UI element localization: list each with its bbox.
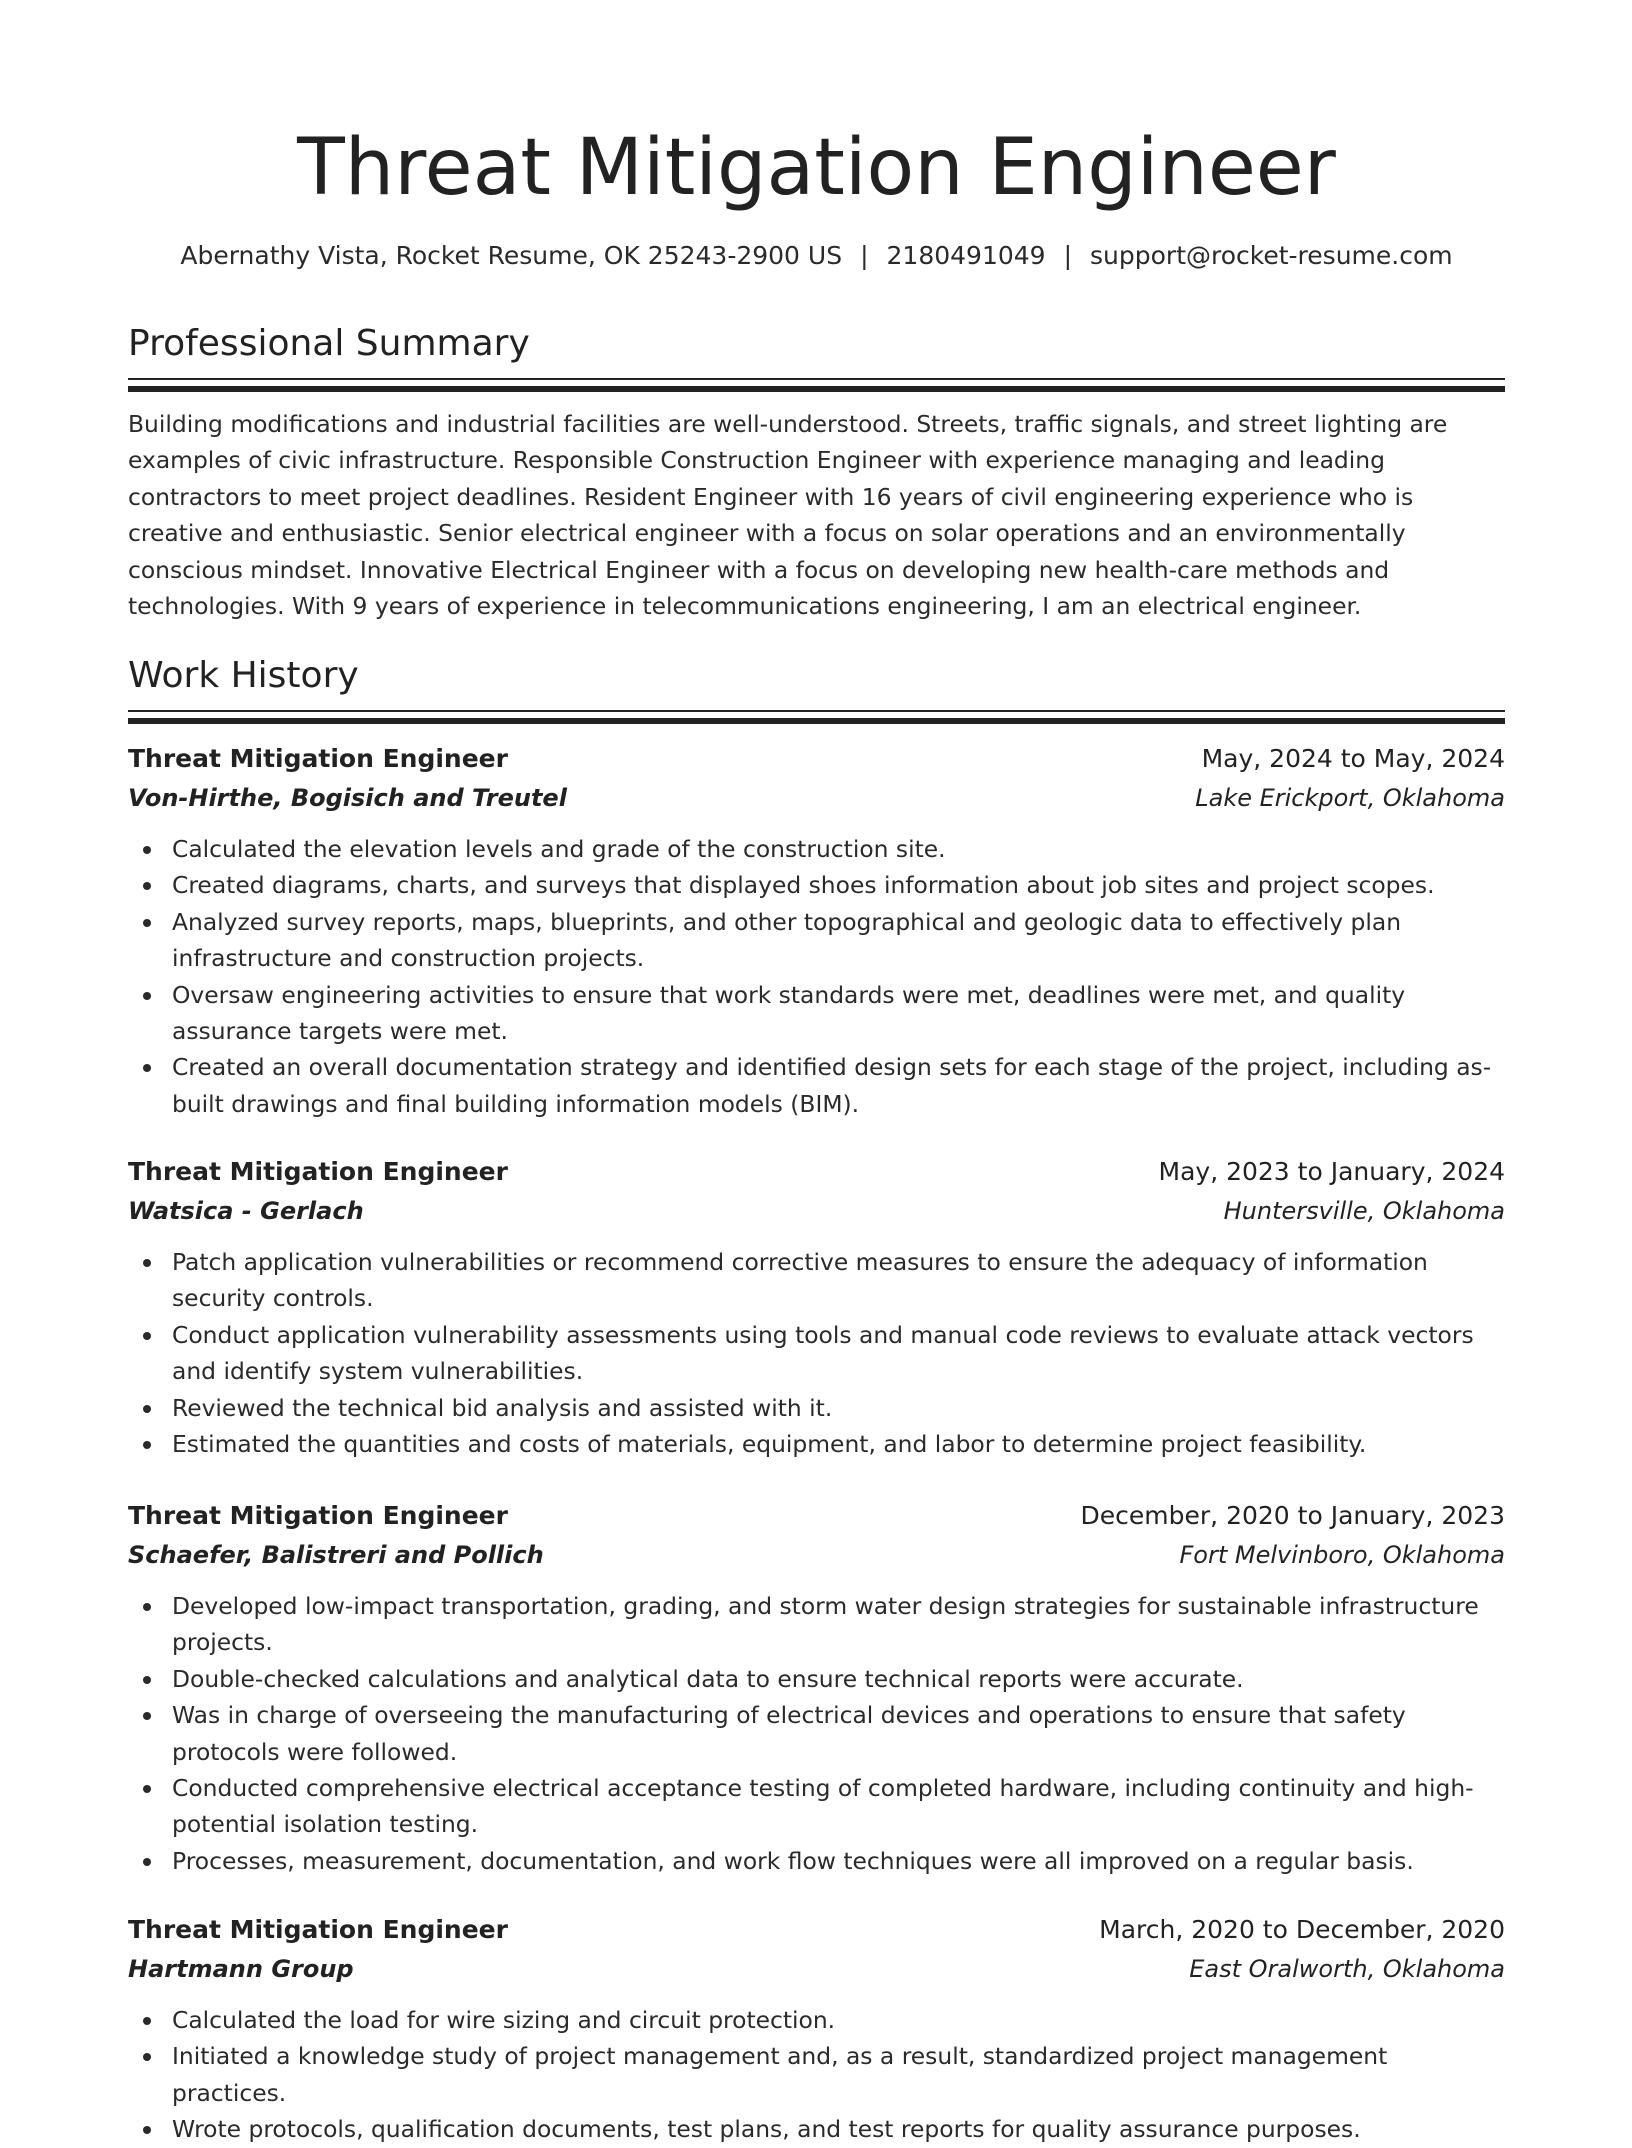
job-bullet-text: Conducted comprehensive electrical acceptance testing of completed hardware, including continuity and high-potential isolation testing. xyxy=(172,1774,1474,1839)
section-divider-thick xyxy=(128,718,1505,724)
bullet-icon xyxy=(143,1785,151,1793)
job-bullet-text: Double-checked calculations and analytical data to ensure technical reports were accurate. xyxy=(172,1664,1244,1693)
job-bullet xyxy=(128,1661,1505,1697)
job-bullet xyxy=(128,1390,1505,1426)
job-bullet xyxy=(128,977,1505,1050)
job-company: Watsica - Gerlach xyxy=(128,1197,364,1225)
job-bullet-text: Created diagrams, charts, and surveys that displayed shoes information about job sites and project scopes. xyxy=(172,871,1435,900)
job-bullet xyxy=(128,2111,1505,2147)
job-bullet xyxy=(128,867,1505,903)
job-company-row xyxy=(128,1950,1505,1990)
job-bullet-text: Created an overall documentation strategy and identified design sets for each stage of the project, including as-built drawings and final building information models (BIM). xyxy=(172,1053,1492,1118)
section-divider-thick xyxy=(128,386,1505,392)
contact-email: support@rocket-resume.com xyxy=(1090,241,1453,270)
bullet-icon xyxy=(143,2053,151,2061)
bullet-icon xyxy=(143,992,151,1000)
bullet-icon xyxy=(143,1441,151,1449)
job-header-row xyxy=(128,1910,1505,1950)
bullet-icon xyxy=(143,1064,151,1072)
job-bullet xyxy=(128,1244,1505,1317)
job-company: Hartmann Group xyxy=(128,1955,354,1983)
job-bullet-text: Analyzed survey reports, maps, blueprints, and other topographical and geologic data to effectively plan infrastructure and construction projects. xyxy=(172,907,1402,973)
contact-separator: | xyxy=(1063,241,1073,270)
bullet-icon xyxy=(143,919,151,927)
job-bullet-text: Reviewed the technical bid analysis and assisted with it. xyxy=(172,1393,833,1422)
job-bullet-text: Was in charge of overseeing the manufacturing of electrical devices and operations to ensure that safety protocols were followed. xyxy=(172,1701,1406,1766)
work-history-section-title: Work History xyxy=(128,655,359,696)
job-dates: May, 2024 to May, 2024 xyxy=(1201,744,1505,773)
job-entry xyxy=(128,1152,1505,1462)
job-location: Huntersville, Oklahoma xyxy=(1223,1197,1505,1225)
job-title: Threat Mitigation Engineer xyxy=(128,744,508,773)
summary-section-title: Professional Summary xyxy=(128,323,530,364)
job-bullet-list xyxy=(128,1588,1505,1879)
job-bullet xyxy=(128,1770,1505,1843)
bullet-icon xyxy=(143,1712,151,1720)
job-bullet-text: Patch application vulnerabilities or recommend corrective measures to ensure the adequacy of information security controls. xyxy=(172,1248,1428,1313)
job-dates: March, 2020 to December, 2020 xyxy=(1099,1915,1505,1944)
job-location: Fort Melvinboro, Oklahoma xyxy=(1179,1541,1505,1569)
job-bullet-text: Calculated the elevation levels and grade of the construction site. xyxy=(172,835,946,863)
job-header-row xyxy=(128,739,1505,779)
job-location: Lake Erickport, Oklahoma xyxy=(1195,784,1505,812)
job-bullet xyxy=(128,1697,1505,1770)
job-bullet-list xyxy=(128,831,1505,1122)
job-bullet-text: Processes, measurement, documentation, and work flow techniques were all improved on a regular basis. xyxy=(172,1846,1414,1875)
bullet-icon xyxy=(143,1259,151,1267)
job-header-row xyxy=(128,1496,1505,1536)
summary-text: Building modifications and industrial facilities are well-understood. Streets, traffic signals, and street lighting are examples of civic infrastructure. Responsible Construction Engineer with experience managing and leading contractors to meet project deadlines. Resident Engineer with 16 years of civil engineering experience who is creative and enthusiastic. Senior electrical engineer with a focus on solar operations and an environmentally conscious mindset. Innovative Electrical Engineer with a focus on developing new health-care methods and technologies. With 9 years of experience in telecommunications engineering, I am an electrical engineer. xyxy=(128,410,1448,621)
job-bullet xyxy=(128,1426,1505,1462)
bullet-icon xyxy=(143,882,151,890)
bullet-icon xyxy=(143,1858,151,1866)
job-bullet-text: Calculated the load for wire sizing and circuit protection. xyxy=(172,2006,836,2034)
contact-address: Abernathy Vista, Rocket Resume, OK 25243-2900 US xyxy=(180,241,843,270)
section-divider-thin xyxy=(128,710,1505,712)
bullet-icon xyxy=(143,1332,151,1340)
job-bullet xyxy=(128,831,1505,867)
job-bullet xyxy=(128,1843,1505,1879)
resume-name-heading: Threat Mitigation Engineer xyxy=(297,123,1336,213)
job-bullet-text: Estimated the quantities and costs of materials, equipment, and labor to determine project feasibility. xyxy=(172,1430,1367,1459)
job-bullet-text: Wrote protocols, qualification documents, test plans, and test reports for quality assurance purposes. xyxy=(172,2115,1361,2144)
job-company-row xyxy=(128,1536,1505,1576)
job-bullet-list xyxy=(128,1244,1505,1462)
job-bullet-list xyxy=(128,2002,1505,2148)
job-company-row xyxy=(128,1192,1505,1232)
job-dates: May, 2023 to January, 2024 xyxy=(1158,1157,1505,1186)
section-divider-thin xyxy=(128,378,1505,380)
job-bullet xyxy=(128,2038,1505,2111)
job-bullet xyxy=(128,1588,1505,1661)
job-bullet-text: Oversaw engineering activities to ensure that work standards were met, deadlines were met, and quality assurance targets were met. xyxy=(172,980,1406,1046)
job-bullet xyxy=(128,1049,1505,1122)
contact-separator: | xyxy=(860,241,869,270)
job-title: Threat Mitigation Engineer xyxy=(128,1501,508,1530)
bullet-icon xyxy=(143,1676,151,1684)
job-title: Threat Mitigation Engineer xyxy=(128,1157,508,1186)
job-bullet xyxy=(128,2002,1505,2038)
job-header-row xyxy=(128,1152,1505,1192)
job-entry xyxy=(128,1496,1505,1879)
bullet-icon xyxy=(143,2017,151,2025)
bullet-icon xyxy=(143,846,151,854)
job-bullet xyxy=(128,1317,1505,1390)
bullet-icon xyxy=(143,1603,151,1611)
bullet-icon xyxy=(143,2126,151,2134)
job-location: East Oralworth, Oklahoma xyxy=(1189,1955,1505,1983)
job-dates: December, 2020 to January, 2023 xyxy=(1080,1501,1505,1530)
contact-phone: 2180491049 xyxy=(886,241,1046,270)
job-bullet-text: Developed low-impact transportation, grading, and storm water design strategies for sustainable infrastructure projects. xyxy=(172,1592,1479,1657)
job-company-row xyxy=(128,779,1505,819)
job-bullet-text: Initiated a knowledge study of project management and, as a result, standardized project management practices. xyxy=(172,2042,1388,2107)
job-company: Schaefer, Balistreri and Pollich xyxy=(128,1541,544,1569)
job-bullet-text: Conduct application vulnerability assessments using tools and manual code reviews to evaluate attack vectors and identify system vulnerabilities. xyxy=(172,1320,1474,1386)
job-title: Threat Mitigation Engineer xyxy=(128,1915,508,1944)
bullet-icon xyxy=(143,1405,151,1413)
job-bullet xyxy=(128,904,1505,977)
job-entry xyxy=(128,739,1505,1122)
job-company: Von-Hirthe, Bogisich and Treutel xyxy=(128,784,567,812)
contact-line xyxy=(128,238,1505,274)
